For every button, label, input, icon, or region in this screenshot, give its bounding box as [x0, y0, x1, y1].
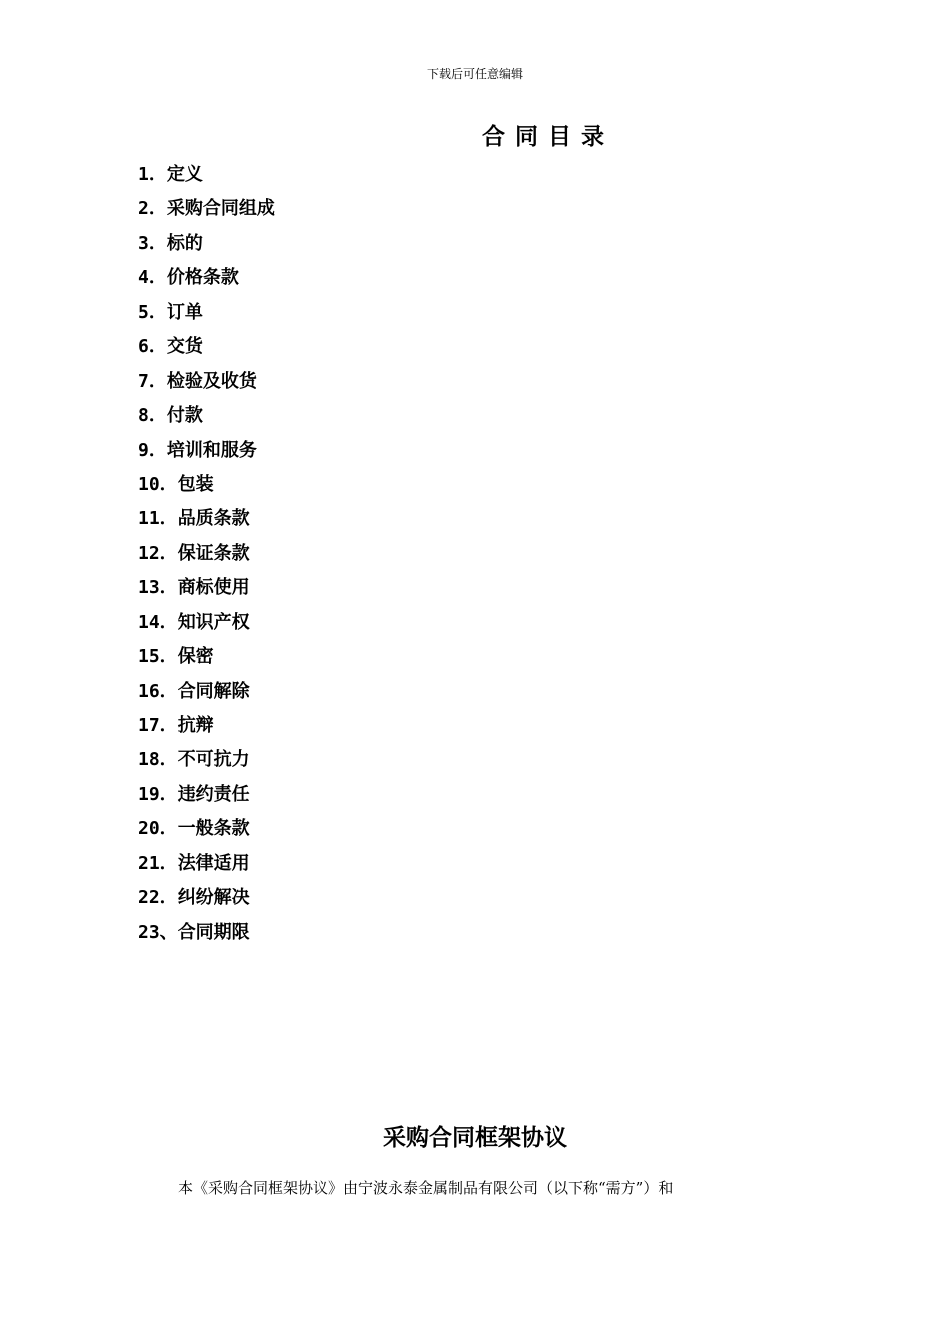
toc-item-label: 法律适用: [177, 852, 250, 874]
toc-item: [138, 158, 275, 192]
toc-item-number: 8．: [138, 405, 167, 427]
toc-item: [138, 709, 275, 743]
toc-item-label: 检验及收货: [166, 370, 257, 392]
toc-item-number: 17．: [138, 715, 178, 736]
toc-item: [138, 847, 275, 881]
agreement-title: 采购合同框架协议: [383, 1125, 567, 1151]
toc-item-number: 14．: [138, 611, 178, 633]
toc-item: [138, 675, 275, 709]
toc-item-number: 7．: [138, 370, 167, 392]
toc-item-label: 品质条款: [177, 508, 250, 530]
toc-item-label: 采购合同组成: [166, 198, 275, 220]
toc-item: [138, 743, 275, 777]
toc-item: [138, 399, 275, 433]
toc-item-label: 一般条款: [177, 818, 250, 840]
toc-item-label: 保证条款: [177, 542, 250, 564]
page-header-note: 下载后可任意编辑: [426, 67, 523, 81]
toc-item-number: 12．: [138, 542, 178, 564]
toc-item-number: 9．: [138, 439, 167, 461]
toc-item-label: 定义: [166, 164, 203, 185]
toc-item-number: 2．: [138, 198, 167, 220]
toc-item: [138, 778, 275, 812]
toc-item-label: 订单: [166, 301, 203, 323]
toc-item-label: 抗辩: [177, 715, 214, 736]
toc-item-label: 知识产权: [177, 611, 250, 633]
toc-item: [138, 227, 275, 261]
toc-item-number: 3．: [138, 232, 167, 254]
toc-item-number: 18．: [138, 749, 178, 771]
toc-item: [138, 916, 275, 950]
toc-item-number: 23、: [138, 921, 178, 943]
toc-item: [138, 365, 275, 399]
toc-item-number: 5．: [138, 301, 167, 323]
toc-item-number: 10．: [138, 473, 178, 495]
toc-item-label: 不可抗力: [177, 749, 250, 771]
agreement-intro-paragraph: 本《采购合同框架协议》由宁波永泰金属制品有限公司（以下称“需方”）和: [178, 1179, 674, 1197]
toc-item-label: 交货: [166, 336, 203, 358]
toc-item-label: 合同期限: [177, 921, 250, 943]
toc-item: [138, 502, 275, 536]
toc-item-number: 22．: [138, 887, 178, 909]
toc-item: [138, 468, 275, 502]
toc-item: [138, 330, 275, 364]
toc-item: [138, 296, 275, 330]
toc-item-label: 价格条款: [166, 267, 239, 289]
toc-item-label: 包装: [177, 473, 214, 495]
toc-item-number: 1．: [138, 164, 167, 185]
toc-item-label: 商标使用: [177, 577, 250, 599]
toc-item-label: 违约责任: [177, 783, 250, 805]
toc-item: [138, 434, 275, 468]
toc-item-number: 13．: [138, 577, 178, 599]
toc-item-number: 15．: [138, 646, 178, 668]
toc-item-label: 培训和服务: [166, 439, 257, 461]
toc-item-label: 保密: [177, 646, 214, 668]
toc-item-label: 合同解除: [177, 680, 250, 702]
toc-item-number: 6．: [138, 336, 167, 358]
toc-item-number: 20．: [138, 818, 178, 840]
toc-title: 合同目录: [482, 123, 614, 150]
toc-item: [138, 881, 275, 915]
toc-item-number: 4．: [138, 267, 167, 289]
toc-item: [138, 812, 275, 846]
toc-item-number: 16．: [138, 680, 178, 702]
toc-item-number: 21．: [138, 852, 178, 874]
toc-item: [138, 261, 275, 295]
toc-list: [138, 158, 275, 950]
toc-item-number: 11．: [138, 508, 178, 530]
toc-item: [138, 571, 275, 605]
toc-item-number: 19．: [138, 783, 178, 805]
toc-item: [138, 606, 275, 640]
toc-item-label: 纠纷解决: [177, 887, 250, 909]
toc-item: [138, 537, 275, 571]
toc-item-label: 标的: [166, 232, 203, 254]
toc-item: [138, 192, 275, 226]
toc-item-label: 付款: [166, 405, 203, 427]
toc-item: [138, 640, 275, 674]
